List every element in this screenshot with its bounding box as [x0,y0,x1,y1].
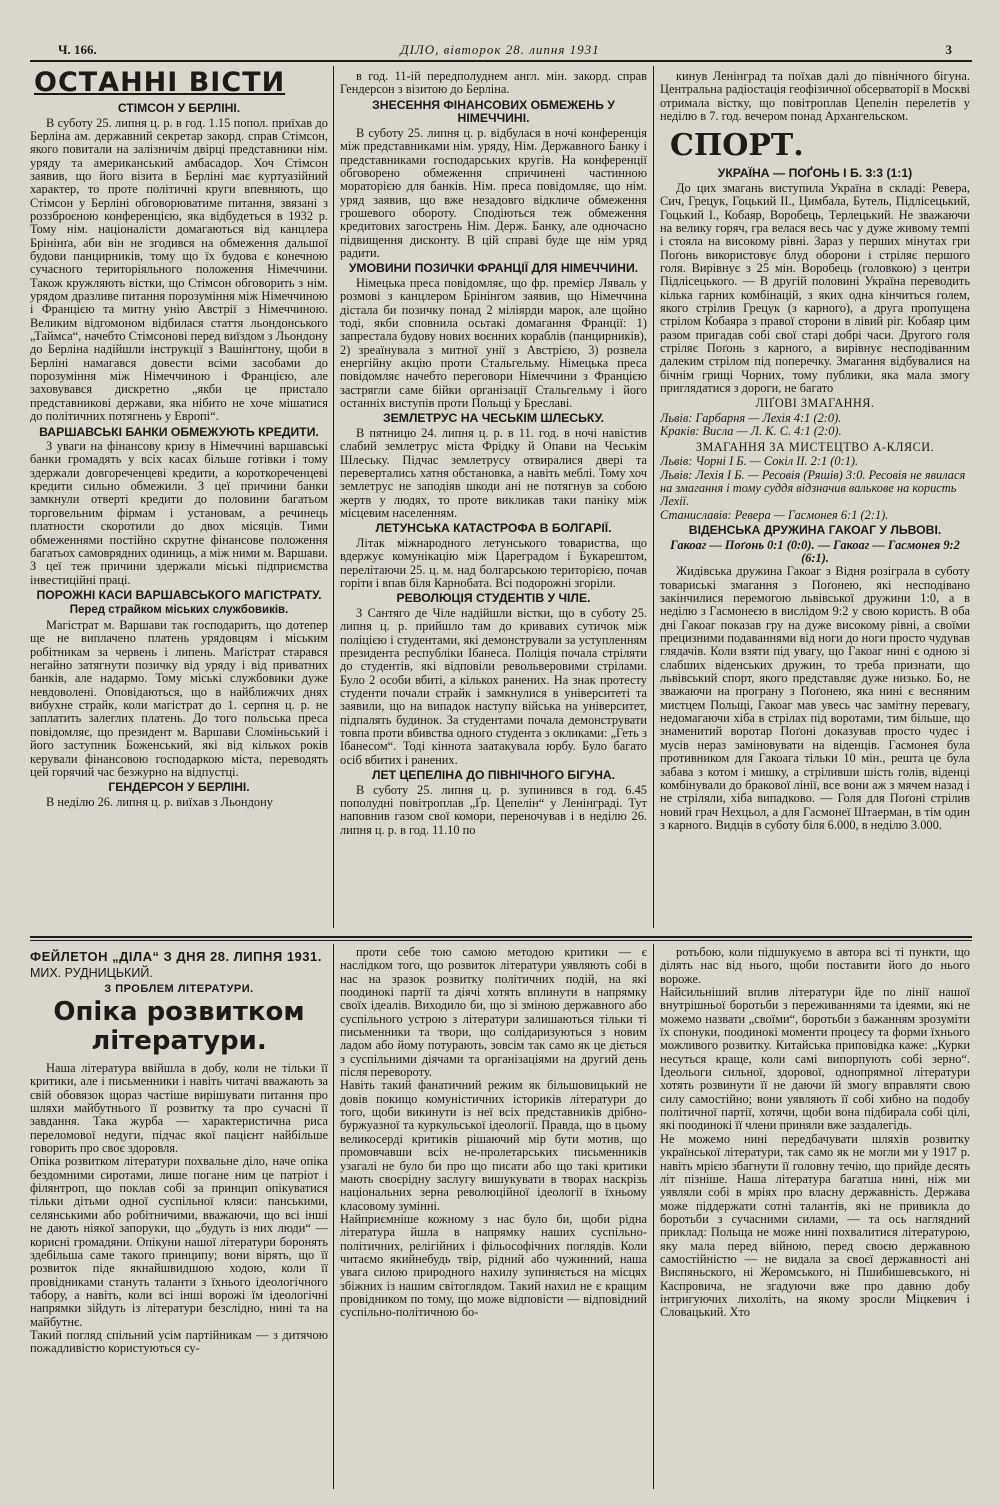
article-text: кинув Ленінград та поїхав далі до північного бігуна. Центральна радіостація геофізичної обсерваторії в Москві отримала вістку, що повітроплав Цепелін перелетів у неділю в 7. год. вечером понад Архангельском. [660,70,970,124]
article-heading: ВАРШАВСЬКІ БАНКИ ОБМЕЖУЮТЬ КРЕДИТИ. [39,424,319,439]
article-text: В неділю 26. липня ц. р. виїхав з Льондону [46,794,273,809]
column-divider [653,944,654,1489]
article-text: В суботу 25. липня ц. р. зупинився в год. 6.45 пополудні повітроплав „Ґр. Цепелін“ у Ленінграді. Тут наповнив газом свої комори, переночував і в неділю 26. липня ц. р. в год. 11.10 по [340,782,647,837]
match-result: Львів: Чорні І Б. — Сокіл II. 2:1 (0:1). [660,454,859,469]
article-text: До цих змагань виступила Україна в складі: Ревера, Сич, Грецук, Гоцький II., Цимбала, Бутель, Підлісецький, Гоцький І., Кобаяр, Воробець, Терлецький. Не зважаючи на велику горяч, гра велася весь час у дуже живому темпі і стояла на високому рівні. Зараз у перших мінутах гри Поґонь використовує блуд оборони і стріляє першого голя. Вирівнує з 25 мін. Воробець (головкою) з центри Підлісецького. — В другій половині Україна переводить кілька гарних комбінацій, з яких одна кінчиться голем, якого стрілив Грецук (з карного), а друга пропущена стрілом Кобаяра з правої сторони в лівий ріг. Кобаяр цим разом пригадав собі свої старі добрі часи. Другого голя стріляє Поґонь з карного, а вирівнує несподіванним далеким стрілом під поперечку. Змагання відбувалися на бічнім грищі Чорних, тому публики, яка мала змогу приглядатися з дороги, не багато [660,180,970,396]
article-heading: ВІДЕНСЬКА ДРУЖИНА ГАКОАГ У ЛЬВОВІ. [688,523,942,538]
column-divider [333,66,334,928]
news-column-1 [30,68,328,930]
article-text: в год. 11-ій передполуднем англ. мін. закорд. справ Гендерсон з візитою до Берліна. [340,70,647,97]
article-text: Наша література ввійшла в добу, коли не тільки її критики, але і письменники і навіть читачі вважають за свій обовязок щораз частіше вирішувати питання про шляхи майбутнього її розвитку та про сучасні її завдання. Така журба — характеристична риса переломової недуги, підчас якої пацієнт найбільше говорить про своє здоровля. Опіка розвитком літератури похвальне діло, наче опіка бездомними сиротами, лише погане ним це патріот і філянтроп, що поклав собі за принцип опікуватися тільки дітьми одної суспільної кляси: панськими, селянськими або робітничими, вважаючи, що всі інші не дають ніякої запоруки, що „будуть із них люди“ — корисні громадяни. Опікуни нашої літератури боронять здебільша саме такого принципу; вони вірять, що її розвиток піде якнайшвидшою ходою, коли її провідниками стануть таланти з їхнього ідеологічного табору, а навіть, коли всі інші ворожі їм ідеологічні напрямки зійдуть із літератури безслідно, нині та на майбутнє. Такий погляд спільний усім партійникам — з дитячою пожадливістю користуються су- [30,1061,328,1356]
match-result: Гакоаг — Поґонь 0:1 (0:0). — Гакоаг — Гасмонея 9:2 (6:1). [670,537,960,565]
article-text: Магістрат м. Варшави так господарить, що дотепер ще не виплачено платень урядовцям і міським робітникам за червень і липень. Маґістрат старався негайно затягнути позичку від уряду і від приватних банків, але надармо. Тому міські службовики дуже невдоволені. Оповідаються, що в найближчих днях вибухне страйк, коли магістрат до 1. серпня ц. р. не заплатить залеглих платень. До того польська преса повідомляє, що президент м. Варшави Сломіньський і його заступник Боженський, які від кількох років керували фінансовою господаркою міста, переводять цей горячий час безжурно на відпустці. [30,618,328,779]
feuilleton-column-3 [660,946,970,1489]
article-heading: ЛЕТУНСЬКА КАТАСТРОФА В БОЛГАРІЇ. [375,521,612,536]
news-column-2 [340,70,647,930]
article-text: Німецька преса повідомляє, що фр. премієр Ляваль у розмові з канцлером Брінінгом заявив, що Німеччина дістала би позичку понад 2 міліярди марок, але щойно тоді, якби сповнила осьтакі домагання Франції: 1) запрестала будову нових воєнних кораблів (панцирників), 2) зреаїнувала з митної унії з Австрією, 3) розвела енергійну акцію проти Стальгельму. Німецька преса повідомляє начебто переговори Німеччини з Францією застрягли саме бійки організації Стальгельму і його останніх виступів проти Польщі у Бреславі. [340,275,647,410]
article-heading: УМОВИНИ ПОЗИЧКИ ФРАНЦІЇ ДЛЯ НІМЕЧЧИНИ. [348,261,639,276]
article-text: В пятницю 24. липня ц. р. в 11. год. в ночі навістив слабий землетрус міста Фрідку й Опави на Чеськім Шлеську. Підчас землетрусу отвиралися двері та перевертались хатня обстановка, а навіть меблі. Тому хоч землетрус не заподіяв шкоди ані не потягнув за собою жертв у людях, то проте викликав таки паніку між місцевим населенням. [340,425,647,520]
sport-masthead: СПОРТ. [670,128,804,164]
article-heading: РЕВОЛЮЦІЯ СТУДЕНТІВ У ЧІЛЕ. [396,591,591,606]
article-heading: ЛЕТ ЦЕПЕЛІНА ДО ПІВНІЧНОГО БІГУНА. [371,768,616,783]
feuilleton-rule [30,936,972,938]
match-result: Львів: Лехія І Б. — Ресовія (Ряшів) 3:0. Ресовія не явилася на змагання і тому суддя відзначив валькове на користь Лехії. [660,467,966,509]
issue-number: Ч. 166. [58,42,97,57]
article-text: проти себе тою самою методою критики — є наслідком того, що розвиток літератури уявляють собі в нас на зразок розвитку політичних подій, на які поодинокі партії та діячі хотять вплинути в напрямку своїх ідеалів. Виходило би, що зі зміною державного або суспільного устрою з літератури залишаються тільки ті письменники та твори, що солідаризуються з новим ладом або йому потурають, зовсім так само як це діється з суспільними діячами та організаціями на другий день після перевороту. Навіть такий фанатичний режим як більшовицький не довів покищо комуністичних істориків літератури до того, щоби викинути із неї всіх представників дрібно-буржуазної та куркульської ідеології. Правда, що в цьому великосерді критиків рішаючий мір бути мотив, що промовчавши всіх не-пролетарських письменників узагалі не було би про що писати або що такі критики мають своєрідну заслугу вишукувати в творах наскрізь національних зерна революційної ідеології в їхньому класовому зумінні. Найприємніше кожному з нас було би, щоби рідна література йшла в напрямку наших суспільно-політичних, релігійних і фільософічних поглядів. Коли читаємо якийнебудь твір, рідний або чужинний, наша увага силою природного нахилу зупиняється на місцях збіжних із нашим світоглядом. Такий нахил не є кращим провідником по тому, що може відповісти — відповідний суспільно-політичною бо- [340,946,647,1320]
article-heading: ЗЕМЛЕТРУС НА ЧЕСЬКІМ ШЛЕСЬКУ. [382,411,605,426]
feuilleton-kicker: З ПРОБЛЕМ ЛІТЕРАТУРИ. [104,982,254,995]
article-heading: ЛІҐОВІ ЗМАГАННЯ. [755,396,875,411]
article-heading: ЗМАГАННЯ ЗА МИСТЕЦТВО А-КЛЯСИ. [695,439,935,454]
feuilleton-rule [30,940,972,941]
article-text: З Сантяго де Чіле надійшли вістки, що в суботу 25. липня ц. р. прийшло там до кривавих сутичок між поліцією і студентами, які демонстрували за уступленням президента республіки Ібанеса. Поліція почала стріляти до студентів, які відповіли револьверовими стрілами. Було 2 особи вбиті, а кількох ранених. На знак протесту студенти почали страйк і замкнулися в університеті та заявили, що на випадок наступу війська на університет, підпалять будинок. За студентами почала демонструвати товпа проти вбивства одного студента з окликами: „Геть з Ібанесом“. Тоді кіннота заатакувала юрбу. Було багато осіб вбитих і ранених. [340,605,647,767]
article-text: В суботу 25. липня ц. р. відбулася в ночі конференція між представниками нім. уряду, Нім. Державного Банку і представниками господарських кругів. На конференції обговорено обмеження спричинені частинною мораторією для банків. Нім. преса повідомляє, що нім. уряд заявив, що вже незадовго відкличе обмеження грошевого обороту. Сподіються теж обмеження кредитових загострень Нім. Держ. Банку, але одночасно підвищення дисконту. В цій справі буде ще нім уряд радити. [340,125,647,260]
article-text: З уваги на фінансову кризу в Німеччині варшавські банки громадять у всіх касах більше готівки і тому здержали довгореченцеві кредити, а короткореченцеві кредити сильно обмежили. З цеї причини банки замкнули отверті кредити до половини багатьом торговельним фірмам і установам, а речинець платности скоротили до двох місяців. Тими обмеженнями постійно скрутне фінансове положення багатьох самоврядних одиниць, а між ними м. Варшави. З цеї теж причини здержали міські підприємства інвестиційні праці. [30,439,328,587]
feuilleton-headline: ФЕЙЛЕТОН „ДІЛА“ З ДНЯ 28. ЛИПНЯ 1931. [30,949,322,964]
feuilleton-title: Опіка розвитком літератури. [53,997,305,1057]
header-rule [30,60,972,62]
author-name: МИХ. РУДНИЦЬКИЙ. [30,966,153,981]
column-divider [653,66,654,928]
article-heading: ГЕНДЕРСОН У БЕРЛІНІ. [108,780,250,795]
article-heading: СТІМСОН У БЕРЛІНІ. [117,101,241,115]
news-column-3 [660,70,970,930]
section-masthead: ОСТАННІ ВІСТИ [34,68,286,98]
article-text: Літак міжнародного летунського товариства, що вдержує комунікацію між Цареградом і Букарештом, перелітаючи 25. ц. м. над болгарською територією, почав горіти і впав біля Карнобата. Всі подорожні згоріли. [340,535,647,590]
newspaper-date: ДІЛО, вівторок 28. липня 1931 [400,42,600,57]
page-header [28,40,972,62]
column-divider [333,944,334,1489]
feuilleton-column-1 [30,944,328,1489]
article-text: ротьбою, коли підшукуємо в автора всі ті пункти, що ділять нас від нього, щоби поставити його до нього вороже. Найсильніший вплив літератури йде по лінії нашої внутрішньої боротьби з переживаннями та ідеями, які не можемо назвати „своїми“, боротьби з бажанням зрозуміти їх спонуки, поодинокі моменти процесу та форми їхнього можливого розвитку. Китайська приповідка каже: „Курки несуться краще, коли самі випорпують собі зерно“. Ідеольоги сильної, здорової, однопрямної літератури хотять розвинути її не даючи їй змогу вправляти свою силу самостійно; вони уявляють її собі хибно на подобу політичної партії, хотячи, щоби вона підбирала собі цілі, які поодинокі її члени приняли вже заздалегідь. Не можемо нині передбачувати шляхів розвитку української літератури, так само як не могли ми у 1917 р. навіть мрією збагнути її головну течію, що прийде десять літ пізніше. Наша література багатша нині, ніж ми уявляли собі в мріях про власну державність. Держава може піддержати сотні талантів, які не привикла до боротьби з сучасними силами, — та ось наглядний приклад: Польща не може нині похвалитися літературою, яку мала перед війною, перед своєю державною самостійністю — не видала за своєї державності ані Виспяньского, ні Жеромського, ні Пшибишевського, ні Каспровича, не згадуючи вже про давню добу інтригуючих лихоліть, на якому зросли Міцкевич і Словацький. Хто [660,946,970,1320]
article-heading: ЗНЕСЕННЯ ФІНАНСОВИХ ОБМЕЖЕНЬ У НІМЕЧЧИНІ. [372,97,615,126]
article-text: В суботу 25. липня ц. р. в год. 1.15 попол. приїхав до Берліна ам. державний секретар закорд. справ Стімсон, якого повитали на залізничім двірці представники нім. уряду та американський амбасадор. Хоч Стімсон заявив, що його візита в Берліні має куртуазійний характер, то проте політичні круги впевняють, що Стімсон у Берліні обговорюватиме питання, звязані з роззброєною конференцією, яка відбудеться в 1932 р. Тому нім. націоналісти домагаються від канцлера Брінінґа, аби він не згодився на обмеження дальшої будови панцирників, тому що їх будова є конечною сучасного територіяльного положення Німеччини. Також кружляють вістки, що Стімсон обговорить з нім. урядом дразливе питання порозуміння між Німеччиною і Францією та митну унію Австрії з Німеччиною. Великим відгомоном відбилася стаття льондонського „Таймса“, начебто Стімсонові перед виїздом з Льондону до Берліна надійшли інструкції з Вашінґтону, щоби в Берліні намагався довести всіми засобами до порозуміння між Німеччиною і Францією, але заховувався дискретно „якби це пристало представникові держави, яка нібито не хоче мішатися до політичних потягнень у Европі“. [30,115,328,424]
article-subheading: Перед страйком міських службовиків. [69,604,289,617]
article-heading: ПОРОЖНІ КАСИ ВАРШАВСЬКОГО МАГІСТРАТУ. [36,587,322,602]
article-text: Жидівська дружина Гакоаг з Відня розіграла в суботу товариські змагання з Поґонею, які несподівано закінчилися перемогою львівської дружини 1:0, а в неділю з Гасмонеєю в вислідом 9:2 у свою користь. В оба дні Гакоаг показав гру на дуже високому рівні, а своїми прецизними подаваннями від ноги до ноги просто чудував глядачів. Коли взяти під увагу, що Гакоаг нині є одною зі слабших віденських дружин, то треба признати, що львівський спорт, якого представляє дуже низько. Бо, не зважаючи на програну з Поґонею, яка нині є весняним мистцем Польщі, Гакоаг мав увесь час замітну перевагу, недомагаючи хіба в стрілах під воротами, тим більше, що знаменитий воротар Поґоні доказував просто чудес і мусів нераз заміновувати на віденців. Гасмонея була противником для Гакоага тільки 10 мін., решта це була забава з котом і мишку, а стріливши шість голів, віденці комбінували до бракової лінії, все вони аж з мячем назад і не стріляли, хіба випадково. — Голя для Поґоні стрілив новий грач Нехцьол, а для Гасмонеї Штаерман, в тім один з карного. Видців в суботу біля 6.000, в неділю 3.000. [660,564,970,832]
article-heading: УКРАЇНА — ПОҐОНЬ І Б. 3:3 (1:1) [717,166,913,181]
match-result: Станиславів: Ревера — Гасмонея 6:1 (2:1). [660,507,889,522]
page-number: 3 [945,42,952,57]
match-result: Краків: Висла — Л. К. С. 4:1 (2:0). [660,424,842,439]
match-result: Львів: Гарбарня — Лехія 4:1 (2:0). [660,411,842,426]
feuilleton-column-2 [340,946,647,1489]
